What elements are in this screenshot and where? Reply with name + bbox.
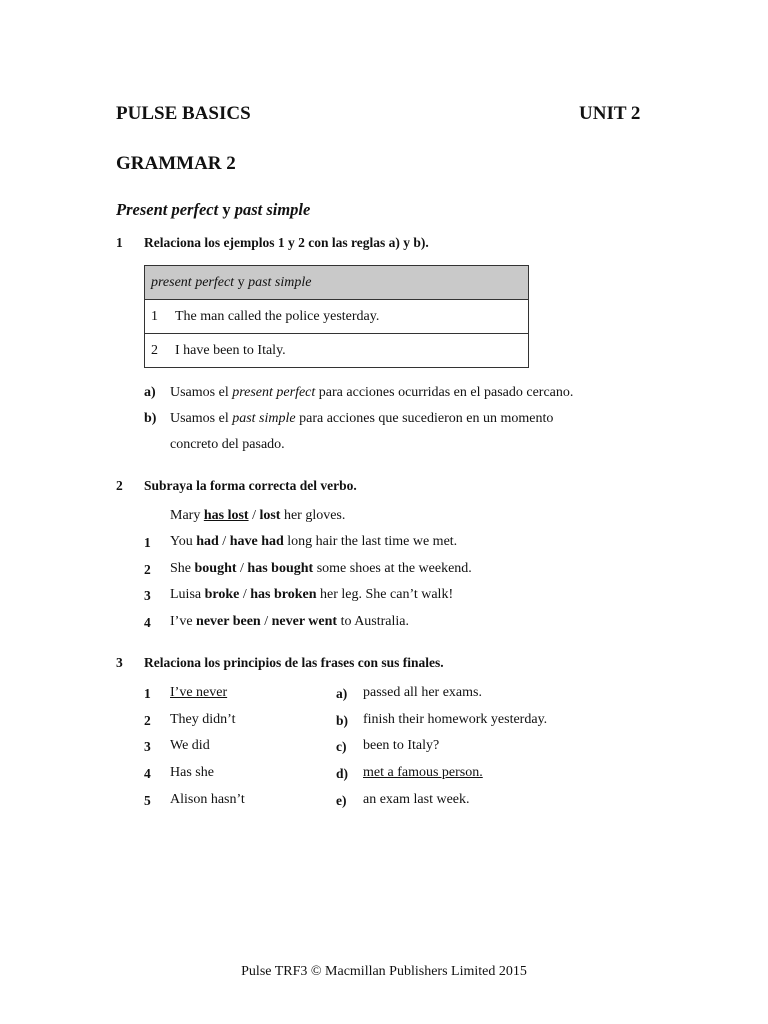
item-letter: a) [336,686,348,701]
item-number: 5 [144,793,151,808]
table-row [145,300,529,334]
sentence-start: We did [170,738,210,753]
sentence-start: Alison hasn’t [170,792,245,807]
question-2-instruction: Subraya la forma correcta del verbo. [144,478,357,493]
exercise-sentence: Luisa broke / has broken her leg. She can’t walk! [170,587,454,602]
table-header-row [145,266,529,300]
question-1-instruction: Relaciona los ejemplos 1 y 2 con las reglas a) y b). [144,235,429,250]
sentence-end: passed all her exams. [363,685,482,700]
question-3-number: 3 [116,655,123,670]
item-letter: c) [336,739,347,754]
question-1-number: 1 [116,235,123,250]
sentence-end: finish their homework yesterday. [363,712,548,727]
footer-copyright: Pulse TRF3 © Macmillan Publishers Limited 2015 [241,964,527,979]
question-3-instruction: Relaciona los principios de las frases con sus finales. [144,655,444,670]
sentence-start: I’ve never [170,685,228,700]
unit-label: UNIT 2 [579,103,641,124]
item-letter: b) [336,713,349,728]
item-number: 1 [144,535,151,550]
item-number: 4 [144,766,151,781]
subtitle: Present perfect y past simple [116,200,311,219]
sentence-end: met a famous person. [363,765,483,780]
item-number: 3 [144,739,151,754]
table-row [145,334,529,368]
item-number: 1 [144,686,151,701]
exercise-sentence: I’ve never been / never went to Australia. [170,614,410,629]
rule-b-continued: concreto del pasado. [170,437,285,452]
item-number: 2 [144,713,151,728]
header-title: PULSE BASICS [116,103,251,124]
sentence-start: Has she [170,765,214,780]
sentence-end: been to Italy? [363,738,440,753]
exercise-sentence: She bought / has bought some shoes at the weekend. [170,561,472,576]
question-2-number: 2 [116,478,123,493]
examples-table [144,265,529,368]
item-number: 4 [144,615,151,630]
sentence-start: They didn’t [170,712,236,727]
rule-a: a) Usamos el present perfect para acciones ocurridas en el pasado cercano. [144,385,574,400]
item-letter: e) [336,793,347,808]
item-letter: d) [336,766,349,781]
table-cell: 2 I have been to Italy. [145,334,529,368]
rule-b: b) Usamos el past simple para acciones que sucedieron en un momento [144,411,554,426]
example-sentence: Mary has lost / lost her gloves. [170,508,346,523]
table-header-cell: present perfect y past simple [145,266,529,300]
sentence-end: an exam last week. [363,792,470,807]
table-cell: 1 The man called the police yesterday. [145,300,529,334]
item-number: 3 [144,588,151,603]
item-number: 2 [144,562,151,577]
exercise-sentence: You had / have had long hair the last time we met. [170,534,458,549]
section-title: GRAMMAR 2 [116,153,236,174]
